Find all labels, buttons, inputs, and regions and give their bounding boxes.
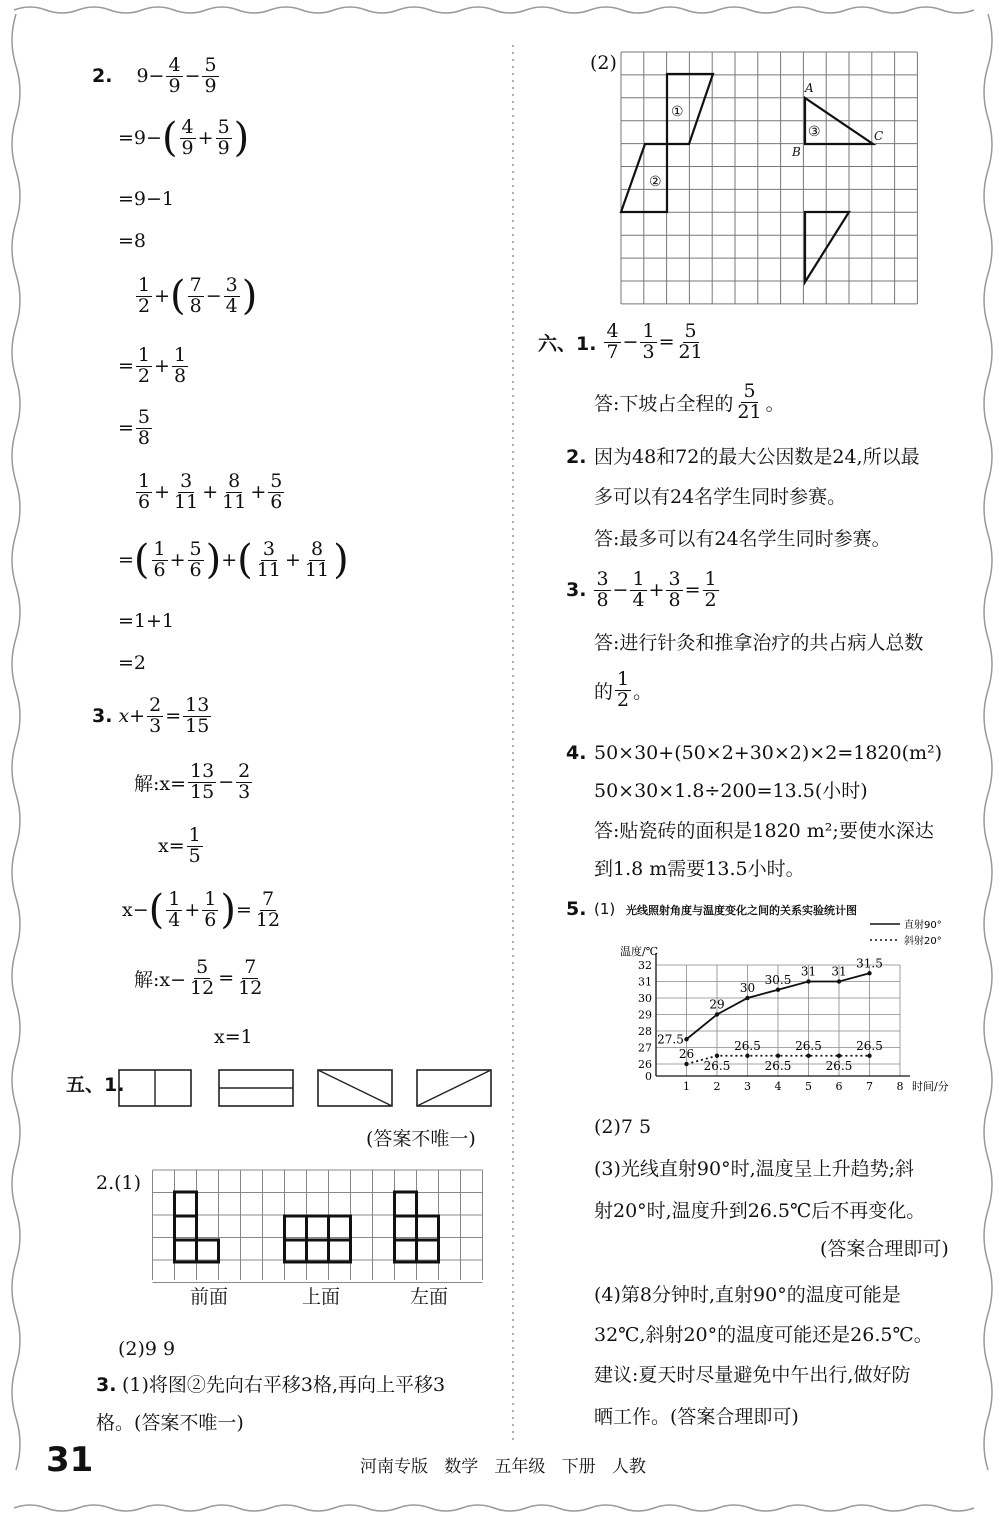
data-label: 27.5 [657,1032,684,1047]
temperature-line-chart [620,918,966,1108]
q2a-line1 [92,56,221,97]
operator: = [218,967,235,990]
x-tick-label: 2 [713,1080,721,1093]
fraction: $\frac{1}{6}$ [204,888,217,931]
q5-3-text2: 格。(答案不唯一) [96,1412,244,1434]
q6-3-line1 [566,570,721,611]
q2b-line3 [118,408,154,449]
data-point [867,971,871,975]
q6-4-text3: 答:贴瓷砖的面积是1820 m²;要使水深达 [594,820,934,842]
q6-4-label: 4. [566,742,587,764]
q6-5-answer3a: (3)光线直射90°时,温度呈上升趋势;斜 [594,1158,915,1180]
q6-5-answer3b: 射20°时,温度升到26.5℃后不再变化。 [594,1200,926,1222]
fraction: $\frac{5}{12}$ [190,956,215,999]
shape-2-label: ② [649,174,662,190]
y-tick-label: 32 [638,959,652,972]
data-point [837,979,841,983]
expr-text: 解:x= [134,772,187,795]
q3b-result: x=1 [214,1026,253,1048]
data-label: 26.5 [825,1058,853,1073]
operator: = [118,355,134,378]
q3a-line2 [134,762,254,803]
x-tick-label: 6 [835,1080,843,1093]
operator: − [184,65,201,88]
data-point [776,988,780,992]
y-tick-label: 29 [638,1008,652,1022]
fraction: $\frac{13}{15}$ [190,760,215,803]
y-tick-label: 27 [638,1041,652,1055]
legend-label: 斜射20° [904,936,942,947]
q2a-line4: =8 [118,230,147,252]
q5-label: 五、1. [66,1074,125,1096]
data-point [715,1054,719,1058]
data-point [745,1054,749,1058]
data-point [684,1037,688,1041]
x-axis-label: 时间/分 [912,1080,949,1093]
q6-5-answer4d: 晒工作。(答案合理即可) [594,1406,799,1428]
expr-text: 解:x− [134,968,187,991]
footer-text: 河南专版 数学 五年级 下册 人教 [360,1457,646,1477]
fraction: $\frac{5}{6}$ [270,470,283,513]
point-c-label: C [874,129,884,143]
q6-2-text2: 多可以有24名学生同时参赛。 [594,486,847,508]
translation-grid-label: (2) [590,52,617,74]
q6-4-text2: 50×30×1.8÷200=13.5(小时) [594,780,868,802]
operator: = [165,705,182,728]
q5-3-text1: (1)将图②先向右平移3格,再向上平移3 [122,1374,446,1396]
fraction: $\frac{1}{8}$ [173,344,187,387]
point-a-label: A [805,81,814,95]
fraction: $\frac{3}{8}$ [596,568,609,611]
fraction: $\frac{1}{2}$ [138,274,151,317]
q5-3-label: 3. [96,1374,117,1396]
chart-title: 光线照射角度与温度变化之间的关系实验统计图 [626,904,857,917]
operator: + [154,285,171,308]
data-label: 26.5 [703,1058,731,1073]
expr-text: =9− [118,127,162,150]
y-tick-label: 31 [638,975,652,989]
data-label: 31.5 [856,956,883,971]
q6-3-answer1: 答:进行针灸和推拿治疗的共占病人总数 [594,632,924,654]
shape-1-label: ① [671,104,684,120]
q6-3-answer2 [594,670,652,711]
q6-4-text4: 到1.8 m需要13.5小时。 [594,858,805,880]
q6-5-note: (答案合理即可) [820,1238,949,1260]
expr-text: x− [122,899,149,922]
translation-grid [618,50,924,306]
operator: − [218,771,235,794]
data-label: 30.5 [764,972,792,987]
data-label: 31 [800,964,817,979]
q6-3-label: 3. [566,579,587,602]
q3b-line1: x− ( $\frac{1}{4}$ + $\frac{1}{6}$ ) = $\frac{7}{12}$ [122,887,281,934]
fraction: $\frac{8}{11}$ [222,470,247,513]
operator: + [184,899,201,922]
fraction: $\frac{3}{8}$ [668,568,681,611]
q6-4-text1: 50×30+(50×2+30×2)×2=1820(m²) [594,742,943,764]
operator: + [154,355,170,378]
q2a-line2: =9− ( $\frac{4}{9}$ + $\frac{5}{9}$ ) [118,115,250,162]
q6-label: 六、1. [538,332,597,355]
q6-2-label: 2. [566,446,587,468]
q5-note: (答案不唯一) [366,1128,476,1150]
view-label-top: 上面 [302,1286,341,1308]
q6-5-answer4c: 建议:夏天时尽量避免中午出行,做好防 [594,1364,911,1386]
fraction: $\frac{2}{3}$ [238,760,251,803]
rectangle-answers [115,1066,500,1112]
legend-label: 直射90° [904,920,942,931]
data-point [715,1012,719,1016]
x-tick-label: 8 [896,1080,904,1093]
fraction: $\frac{7}{12}$ [238,956,263,999]
q2c-line1: $\frac{1}{6}$ + $\frac{3}{11}$ + $\frac{8}{11}$ + $\frac{5}{6}$ [138,470,283,513]
q5-2-answer: (2)9 9 [118,1338,176,1360]
fraction: $\frac{1}{3}$ [642,320,655,363]
fraction: $\frac{8}{11}$ [304,538,330,581]
y-tick-label: 28 [638,1025,652,1038]
view-label-front: 前面 [190,1286,229,1308]
fraction: $\frac{5}{9}$ [204,54,217,97]
data-point [684,1062,688,1066]
q2b-line1: $\frac{1}{2}$ + ( $\frac{7}{8}$ − $\frac{3}{4}$ ) [138,273,258,320]
x-tick-label: 4 [774,1080,782,1093]
q2b-line2 [118,346,190,387]
x-tick-label: 7 [866,1080,873,1093]
fraction: $\frac{1}{6}$ [153,538,166,581]
data-label: 26 [678,1047,695,1061]
operator: + [197,127,214,150]
fraction: $\frac{5}{9}$ [217,116,230,159]
fraction: $\frac{1}{5}$ [188,824,201,867]
operator: − [622,331,639,354]
data-point [776,1054,780,1058]
operator: − [612,579,629,602]
operator: = [118,549,134,572]
q2c-line2: = ( $\frac{1}{6}$ + $\frac{5}{6}$ ) + ( $\frac{3}{11}$ + $\frac{8}{11}$ ) [118,537,349,584]
q5-2-label: 2.(1) [96,1172,142,1194]
q3b-line2 [134,958,266,999]
answer-text: 答:下坡占全程的 [594,392,734,415]
q6-5-sub1: (1) [594,900,616,918]
fraction: $\frac{4}{7}$ [606,320,619,363]
data-point [806,1054,810,1058]
operator: + [648,579,665,602]
q2a-line3: =9−1 [118,188,175,210]
operator: − [205,285,222,308]
three-view-grid [150,1168,490,1286]
point-b-label: B [792,145,801,159]
q6-1-line1 [538,322,707,363]
operator: = [658,331,675,354]
data-label: 26.5 [795,1038,822,1053]
q6-1-answer [594,382,785,423]
q2c-line4: =2 [118,652,147,674]
x-tick-label: 3 [744,1080,751,1093]
q6-2-text1: 因为48和72的最大公因数是24,所以最 [594,446,920,468]
fraction: $\frac{7}{12}$ [255,888,281,931]
fraction: $\frac{1}{4}$ [168,888,181,931]
fraction: $\frac{1}{2}$ [704,568,717,611]
fraction: $\frac{3}{11}$ [174,470,199,513]
fraction: $\frac{5}{6}$ [189,538,202,581]
x-tick-label: 5 [805,1080,812,1093]
answer-end: 。 [765,392,785,415]
fraction: $\frac{2}{3}$ [149,694,162,737]
q3-label: 3. [92,705,113,728]
fraction: $\frac{1}{4}$ [632,568,645,611]
fraction: $\frac{4}{9}$ [168,54,181,97]
q2c-line3: =1+1 [118,610,175,632]
fraction: $\frac{1}{6}$ [138,470,151,513]
data-label: 31 [831,964,847,979]
fraction: $\frac{3}{11}$ [256,538,281,581]
q2-label: 2. [92,65,113,88]
y-tick-label: 26 [638,1058,652,1071]
data-label: 26.5 [734,1038,761,1053]
q6-2-answer: 答:最多可以有24名学生同时参赛。 [594,528,891,550]
q6-5-answer4a: (4)第8分钟时,直射90°的温度可能是 [594,1284,901,1306]
operator: = [684,579,701,602]
q6-5-label: 5. [566,898,587,920]
data-point [745,996,749,1000]
expr-text: x+ [118,705,146,728]
q3a-line1 [92,696,213,737]
answer-text: 的 [594,680,614,703]
data-point [806,979,810,983]
page-number: 31 [46,1440,94,1480]
y-tick-label: 30 [638,992,652,1005]
data-label: 26.5 [764,1058,792,1073]
fraction: $\frac{1}{2}$ [137,344,151,387]
fraction: $\frac{5}{21}$ [678,320,703,363]
data-point [837,1054,841,1058]
q2a-text: 9− [136,65,165,88]
y-tick-label: 0 [645,1070,652,1083]
view-label-left: 左面 [410,1286,449,1308]
fraction: $\frac{5}{8}$ [137,406,151,449]
q6-5-answer4b: 32℃,斜射20°的温度可能还是26.5℃。 [594,1324,933,1346]
operator: = [235,899,252,922]
fraction: $\frac{7}{8}$ [189,274,202,317]
fraction: $\frac{13}{15}$ [185,694,210,737]
x-tick-label: 1 [683,1080,690,1093]
q6-5-answer2: (2)7 5 [594,1116,652,1138]
expr-text: x= [158,835,185,858]
data-point [867,1054,871,1058]
fraction: $\frac{3}{4}$ [225,274,238,317]
data-label: 29 [709,997,725,1012]
data-label: 26.5 [856,1038,883,1053]
operator: = [118,417,134,440]
data-label: 30 [739,981,756,995]
y-axis-label: 温度/℃ [620,945,659,958]
shape-3-label: ③ [808,124,821,140]
fraction: $\frac{5}{21}$ [737,380,762,423]
q3a-line3 [158,826,205,867]
answer-end: 。 [633,680,653,703]
fraction: $\frac{4}{9}$ [181,116,194,159]
fraction: $\frac{1}{2}$ [617,668,630,711]
